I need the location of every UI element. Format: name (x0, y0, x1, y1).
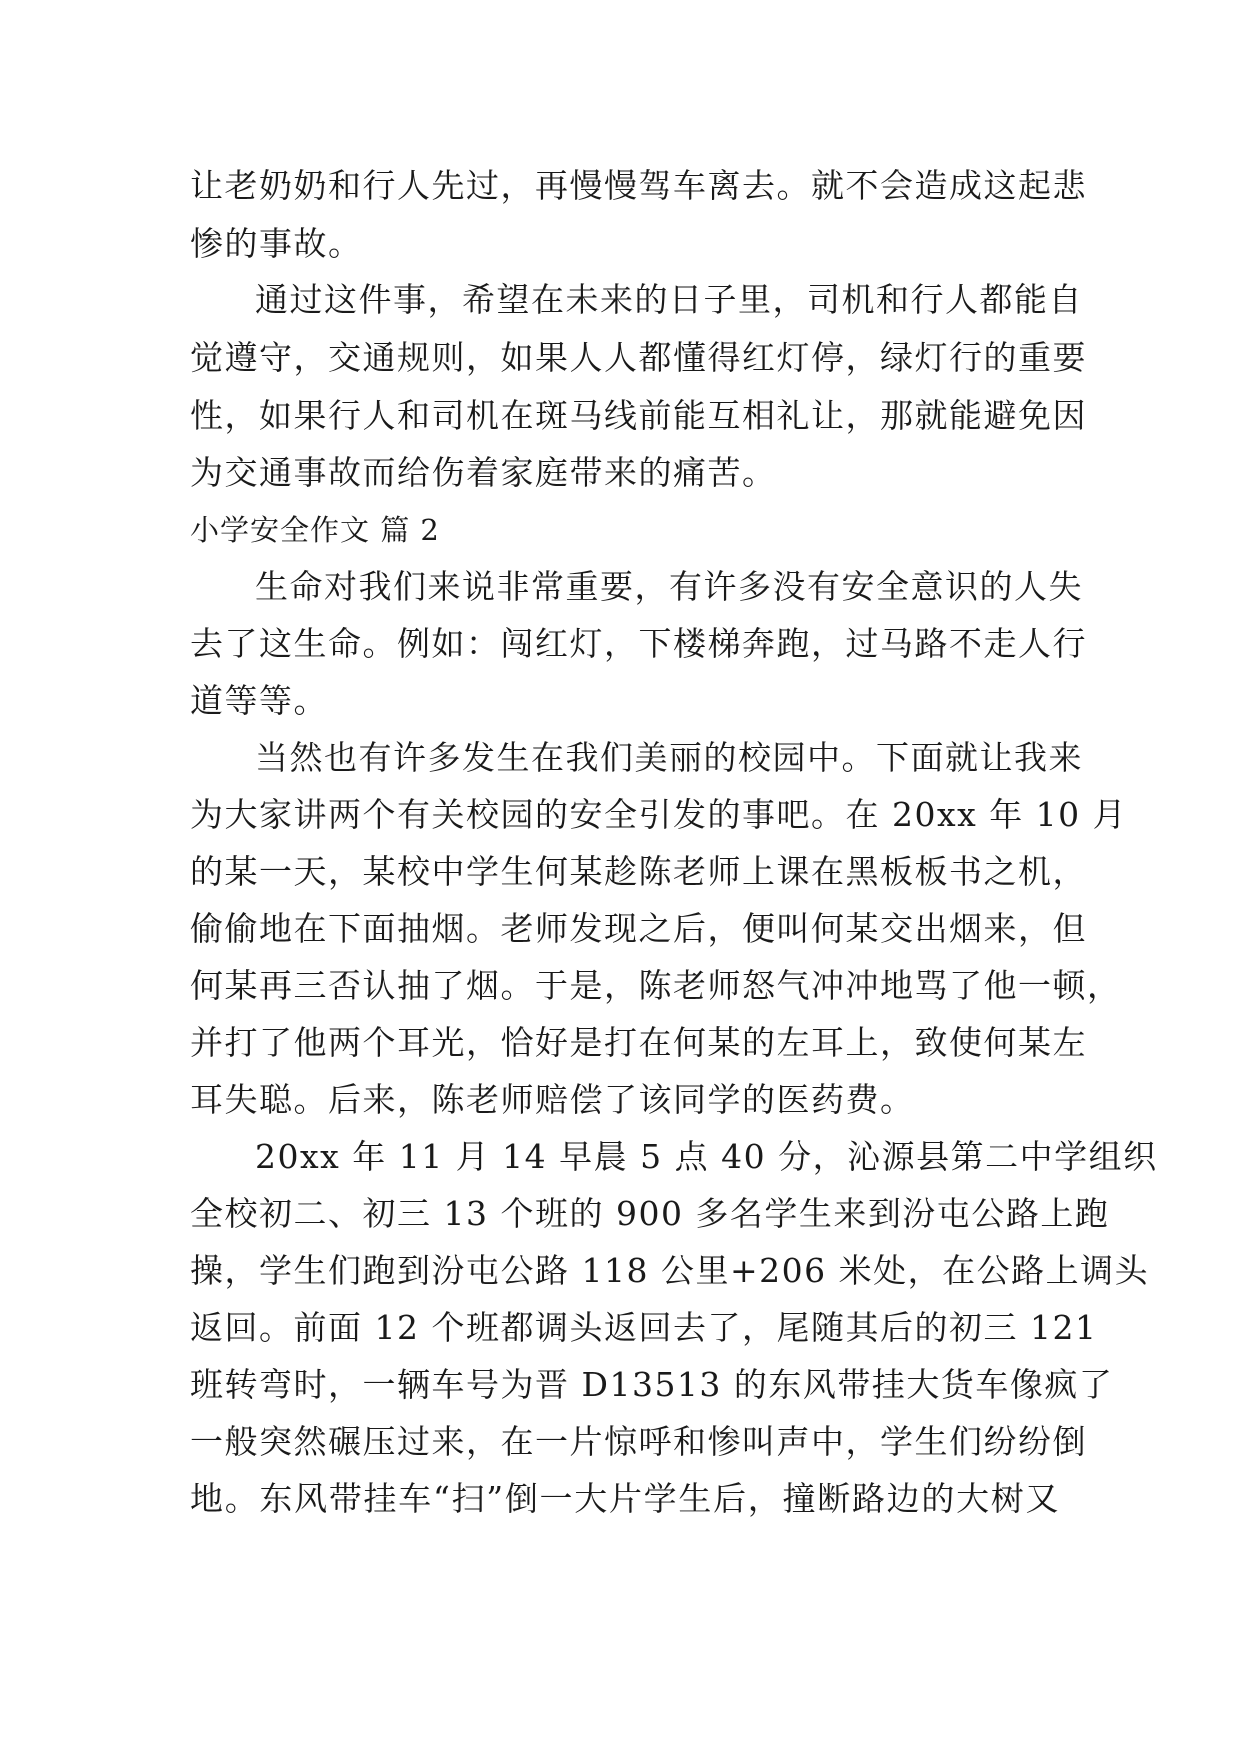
text-line: 性，如果行人和司机在斑马线前能互相礼让，那就能避免因 (190, 396, 1087, 435)
text-line: 操，学生们跑到汾屯公路 118 公里+206 米处，在公路上调头 (190, 1251, 1150, 1290)
paragraph-first-line: 生命对我们来说非常重要，有许多没有安全意识的人失 (255, 567, 1083, 606)
text-line: 地。东风带挂车“扫”倒一大片学生后，撞断路边的大树又 (190, 1479, 1060, 1518)
text-line: 的某一天，某校中学生何某趁陈老师上课在黑板板书之机， (190, 852, 1087, 891)
text-line: 一般突然碾压过来，在一片惊呼和惨叫声中，学生们纷纷倒 (190, 1422, 1087, 1461)
paragraph-first-line: 通过这件事，希望在未来的日子里，司机和行人都能自 (255, 280, 1083, 319)
text-line: 让老奶奶和行人先过，再慢慢驾车离去。就不会造成这起悲 (190, 166, 1087, 205)
text-line: 偷偷地在下面抽烟。老师发现之后，便叫何某交出烟来，但 (190, 909, 1087, 948)
text-line: 为大家讲两个有关校园的安全引发的事吧。在 20xx 年 10 月 (190, 795, 1128, 834)
paragraph-first-line: 当然也有许多发生在我们美丽的校园中。下面就让我来 (255, 738, 1083, 777)
text-line: 何某再三否认抽了烟。于是，陈老师怒气冲冲地骂了他一顿， (190, 966, 1122, 1005)
text-line: 返回。前面 12 个班都调头返回去了，尾随其后的初三 121 (190, 1308, 1098, 1347)
text-line: 班转弯时，一辆车号为晋 D13513 的东风带挂大货车像疯了 (190, 1365, 1114, 1404)
text-line: 并打了他两个耳光，恰好是打在何某的左耳上，致使何某左 (190, 1023, 1087, 1062)
text-line: 为交通事故而给伤着家庭带来的痛苦。 (190, 453, 777, 492)
text-line: 惨的事故。 (190, 224, 363, 263)
text-line: 道等等。 (190, 681, 328, 720)
text-line: 觉遵守，交通规则，如果人人都懂得红灯停，绿灯行的重要 (190, 338, 1087, 377)
text-line: 去了这生命。例如：闯红灯，下楼梯奔跑，过马路不走人行 (190, 624, 1087, 663)
text-line: 耳失聪。后来，陈老师赔偿了该同学的医药费。 (190, 1080, 915, 1119)
text-line: 全校初二、初三 13 个班的 900 多名学生来到汾屯公路上跑 (190, 1194, 1110, 1233)
section-heading: 小学安全作文 篇 2 (190, 513, 440, 547)
paragraph-first-line: 20xx 年 11 月 14 早晨 5 点 40 分，沁源县第二中学组织 (255, 1137, 1158, 1176)
